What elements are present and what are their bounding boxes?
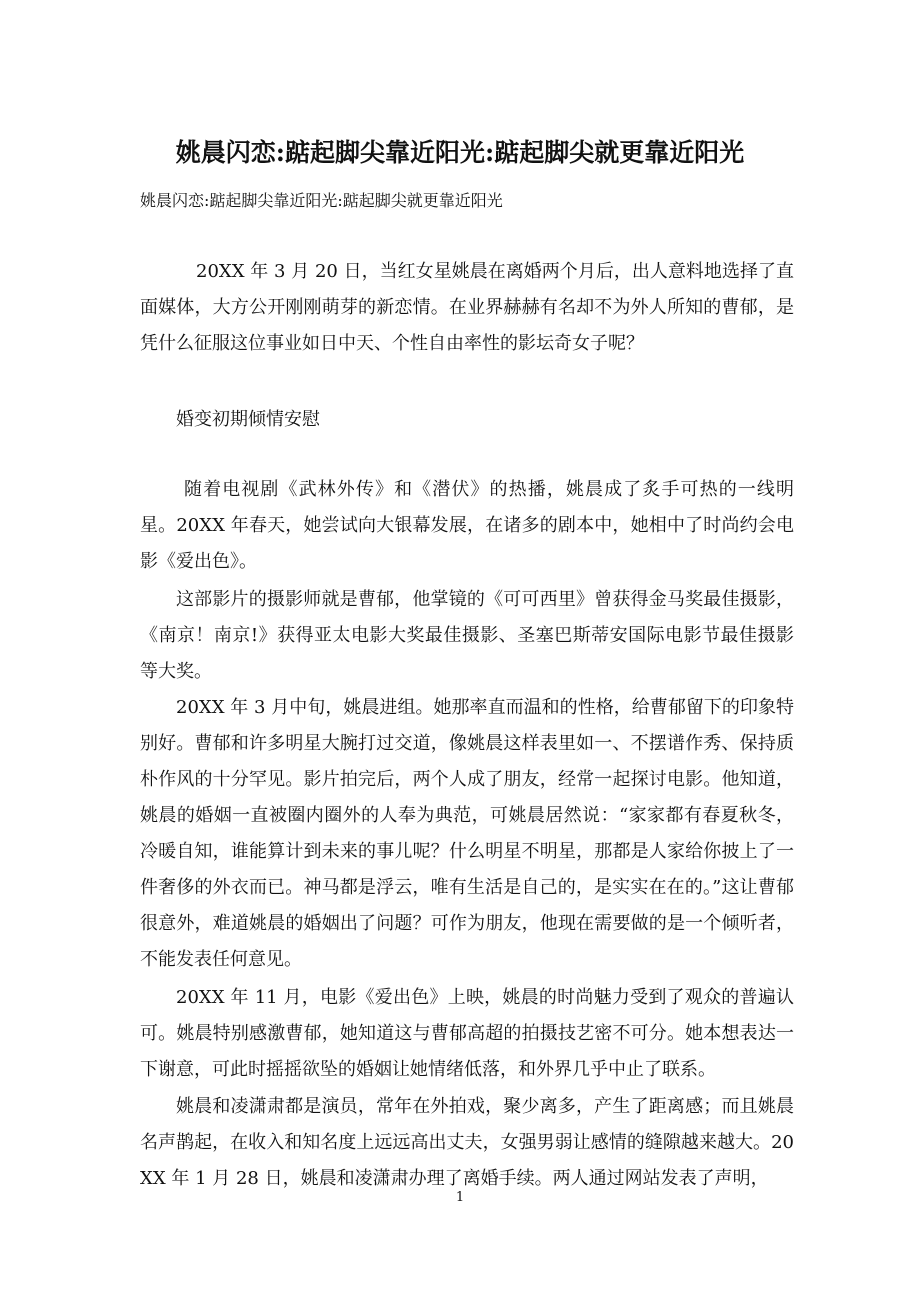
document-title: 姚晨闪恋:踮起脚尖靠近阳光:踮起脚尖就更靠近阳光 [175, 138, 745, 167]
section-heading-text: 婚变初期倾情安慰 [176, 409, 320, 430]
paragraph-text: 随着电视剧《武林外传》和《潜伏》的热播，姚晨成了炙手可热的一线明星。20XX 年春天，她尝试向大银幕发展，在诸多的剧本中，她相中了时尚约会电影《爱出色》。 [140, 479, 794, 572]
paragraph-intro [140, 254, 794, 362]
paragraph [140, 472, 794, 580]
paragraph [140, 582, 794, 690]
paragraph [140, 980, 794, 1088]
paragraph-text: 20XX 年 11 月，电影《爱出色》上映，姚晨的时尚魅力受到了观众的普遍认可。姚晨特别感激曹郁，她知道这与曹郁高超的拍摄技艺密不可分。她本想表达一下谢意，可此时摇摇欲坠的婚姻让她情绪低落，和外界几乎中止了联系。 [140, 987, 794, 1080]
paragraph-text: 姚晨和凌潇肃都是演员，常年在外拍戏，聚少离多，产生了距离感；而且姚晨名声鹊起，在收入和知名度上远远高出丈夫，女强男弱让感情的缝隙越来越大。20XX 年 1 月 28 日，姚晨和凌潇肃办理了离婚手续。两人通过网站发表了声明， [140, 1096, 794, 1189]
paragraph [140, 690, 794, 978]
paragraph-text: 这部影片的摄影师就是曹郁，他掌镜的《可可西里》曾获得金马奖最佳摄影，《南京！南京!》获得亚太电影大奖最佳摄影、圣塞巴斯蒂安国际电影节最佳摄影等大奖。 [140, 589, 794, 682]
paragraph-text: 20XX 年 3 月中旬，姚晨进组。她那率直而温和的性格，给曹郁留下的印象特别好。曹郁和许多明星大腕打过交道，像姚晨这样表里如一、不摆谱作秀、保持质朴作风的十分罕见。影片拍完后，两个人成了朋友，经常一起探讨电影。他知道，姚晨的婚姻一直被圈内圈外的人奉为典范，可姚晨居然说：“家家都有春夏秋冬，冷暖自知，谁能算计到未来的事儿呢？什么明星不明星，那都是人家给你披上了一件奢侈的外衣而已。神马都是浮云，唯有生活是自己的，是实实在在的。”这让曹郁很意外，难道姚晨的婚姻出了问题？可作为朋友，他现在需要做的是一个倾听者，不能发表任何意见。 [140, 697, 794, 970]
document-subtitle: 姚晨闪恋:踮起脚尖靠近阳光:踮起脚尖就更靠近阳光 [140, 191, 503, 210]
section-heading [140, 402, 794, 438]
paragraph-text: 20XX 年 3 月 20 日，当红女星姚晨在离婚两个月后，出人意料地选择了直面媒体，大方公开刚刚萌芽的新恋情。在业界赫赫有名却不为外人所知的曹郁，是凭什么征服这位事业如日中天、个性自由率性的影坛奇女子呢？ [140, 261, 794, 354]
page-number: 1 [455, 1190, 465, 1205]
paragraph [140, 1089, 794, 1197]
